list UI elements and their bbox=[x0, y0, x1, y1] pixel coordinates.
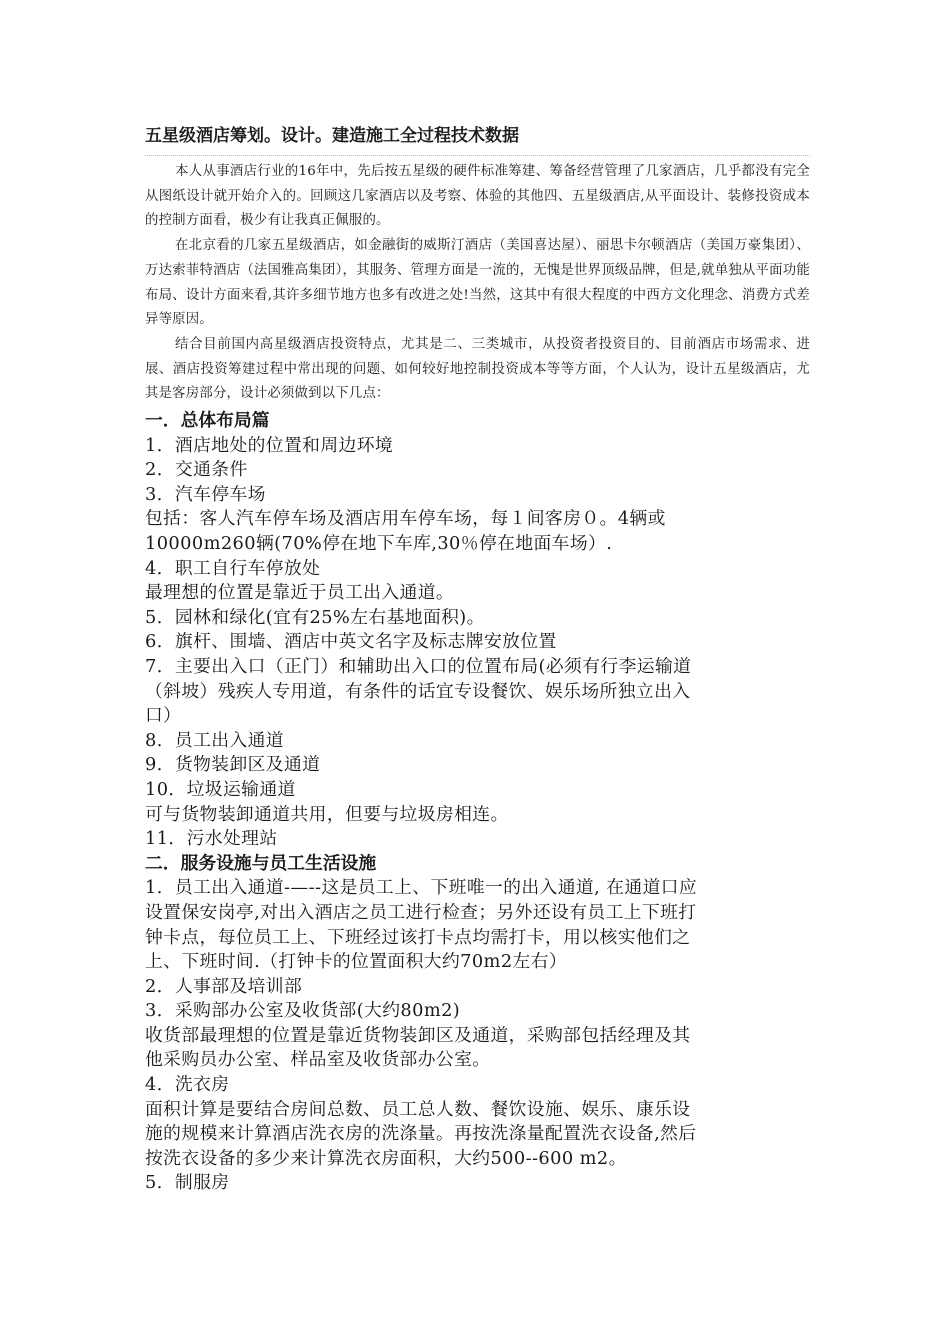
text-line: 口） bbox=[145, 705, 182, 727]
text-line: 收货部最理想的位置是靠近货物装卸区及通道，采购部包括经理及其 bbox=[145, 1024, 691, 1046]
text-line: 5．制服房 bbox=[145, 1172, 230, 1194]
text-line: 10．垃圾运输通道 bbox=[145, 778, 296, 800]
text-line: 8．员工出入通道 bbox=[145, 729, 284, 751]
text-line: 1．酒店地处的位置和周边环境 bbox=[145, 434, 394, 456]
text-line: 2．交通条件 bbox=[145, 459, 248, 481]
text-line: 施的规模来计算酒店洗衣房的洗涤量。再按洗涤量配置洗衣设备,然后 bbox=[145, 1123, 697, 1145]
title-divider bbox=[145, 155, 810, 156]
text-line: 设置保安岗亭,对出入酒店之员工进行检查；另外还设有员工上下班打 bbox=[145, 901, 697, 923]
text-line: 2．人事部及培训部 bbox=[145, 975, 303, 997]
section-facilities-lines bbox=[145, 876, 810, 1196]
main-body bbox=[145, 409, 810, 1196]
document-page bbox=[145, 120, 810, 1196]
text-line: 6．旗杆、围墙、酒店中英文名字及标志牌安放位置 bbox=[145, 631, 557, 653]
text-line: 他采购员办公室、样品室及收货部办公室。 bbox=[145, 1049, 491, 1071]
text-line: 10000m260辆(70%停在地下车库,30％停在地面车场）. bbox=[145, 533, 613, 554]
text-line: 可与货物装卸通道共用，但要与垃圾房相连。 bbox=[145, 803, 509, 825]
text-line: 包括：客人汽车停车场及酒店用车停车场，每１间客房０。4辆或 bbox=[145, 508, 666, 530]
section-heading-facilities: 二．服务设施与员工生活设施 bbox=[145, 852, 377, 874]
intro-paragraph: 本人从事酒店行业的16年中，先后按五星级的硬件标准筹建、筹备经营管理了几家酒店，几乎都没有完全从图纸设计就开始介入的。回顾这几家酒店以及考察、体验的其他四、五星级酒店,从平面设计、装修投资成本的控制方面看，极少有让我真正佩服的。 bbox=[145, 164, 810, 229]
intro-section bbox=[145, 160, 810, 407]
text-line: 9．货物装卸区及通道 bbox=[145, 754, 321, 776]
text-line: 按洗衣设备的多少来计算洗衣房面积，大约500--600 m2。 bbox=[145, 1147, 627, 1169]
section-layout-lines bbox=[145, 434, 810, 852]
text-line: 11．污水处理站 bbox=[145, 828, 278, 850]
text-line: 钟卡点，每位员工上、下班经过该打卡点均需打卡，用以核实他们之 bbox=[145, 926, 691, 948]
text-line: 4．职工自行车停放处 bbox=[145, 557, 321, 579]
text-line: （斜坡）残疾人专用道，有条件的话宜专设餐饮、娱乐场所独立出入 bbox=[145, 680, 691, 702]
text-line: 5．园林和绿化(宜有25%左右基地面积)。 bbox=[145, 606, 485, 628]
text-line: 3．汽车停车场 bbox=[145, 483, 266, 505]
intro-paragraph: 结合目前国内高星级酒店投资特点，尤其是二、三类城市，从投资者投资目的、目前酒店市场需求、进展、酒店投资筹建过程中常出现的问题、如何较好地控制投资成本等等方面，个人认为，设计五星级酒店，尤其是客房部分，设计必须做到以下几点： bbox=[145, 336, 810, 402]
text-line: 4．洗衣房 bbox=[145, 1074, 230, 1096]
text-line: 7．主要出入口（正门）和辅助出入口的位置布局(必须有行李运输道 bbox=[145, 655, 692, 677]
text-line: 3．采购部办公室及收货部(大约80m2) bbox=[145, 1000, 461, 1022]
text-line: 面积计算是要结合房间总数、员工总人数、餐饮设施、娱乐、康乐设 bbox=[145, 1098, 691, 1120]
text-line: 上、下班时间.（打钟卡的位置面积大约70m2左右） bbox=[145, 951, 568, 973]
intro-paragraph: 在北京看的几家五星级酒店，如金融街的威斯汀酒店（美国喜达屋）、丽思卡尔顿酒店（美国万豪集团）、万达索菲特酒店（法国雅高集团），其服务、管理方面是一流的，无愧是世界顶级品牌，但是,就单独从平面功能布局、设计方面来看,其许多细节地方也多有改进之处!当然，这其中有很大程度的中西方文化理念、消费方式差异等原因。 bbox=[145, 238, 810, 328]
text-line: 最理想的位置是靠近于员工出入通道。 bbox=[145, 582, 455, 604]
section-heading-layout: 一．总体布局篇 bbox=[145, 410, 270, 432]
text-line: 1．员工出入通道-—--这是员工上、下班唯一的出入通道, 在通道口应 bbox=[145, 877, 698, 899]
document-title: 五星级酒店筹划。设计。建造施工全过程技术数据 bbox=[145, 126, 519, 146]
